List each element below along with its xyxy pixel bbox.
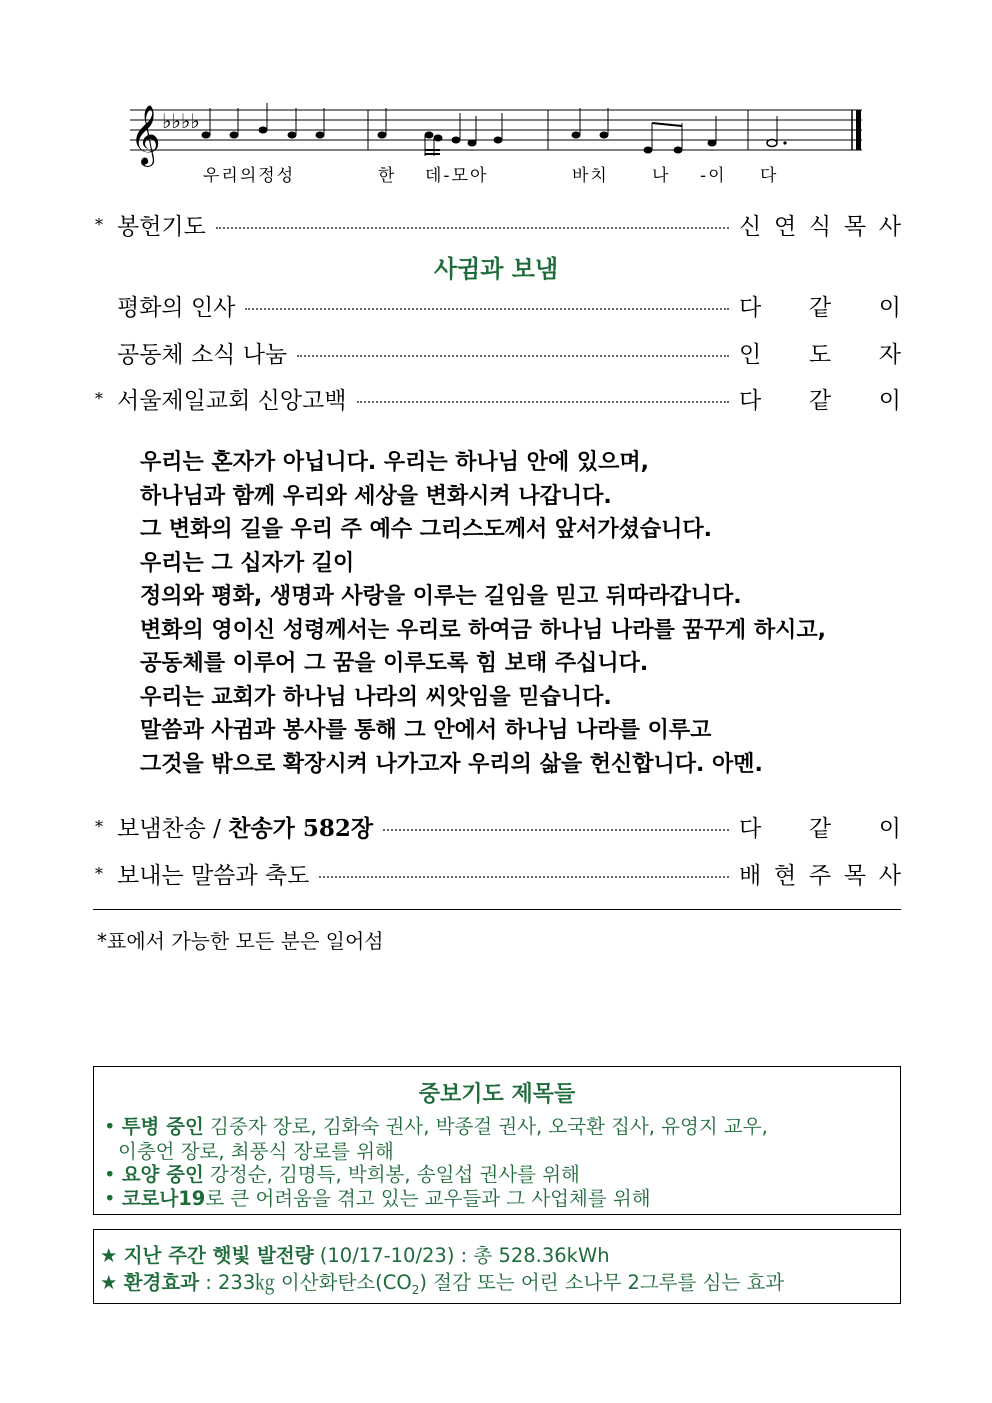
creed-line: 공동체를 이루어 그 꿈을 이루도록 힘 보태 주십니다. [140,651,649,676]
leader-dots [297,355,729,357]
standing-marker: * [95,214,103,234]
leader-char: 같 [808,815,832,842]
solar-power-box [93,1229,901,1304]
order-row-community-news [95,335,901,369]
svg-text:𝄞: 𝄞 [130,105,161,165]
creed-line: 우리는 그 십자가 길이 [140,550,355,576]
leader-char: 같 [808,387,832,414]
lyric-syllable: 다 [760,166,779,186]
order-item-leader [739,810,901,843]
svg-text:♭♭♭♭: ♭♭♭♭ [162,109,200,133]
creed-line: 그 변화의 길을 우리 주 예수 그리스도께서 앞서가셨습니다. [140,517,713,542]
leader-char: 목 [843,213,867,240]
solar-generation-line [100,1240,610,1268]
leader-dots [319,876,729,878]
order-item-label: 서울제일교회 신앙고백 [117,387,347,414]
order-item-label: 평화의 인사 [117,294,236,321]
prayer-item [104,1111,768,1139]
bullet: • [104,1115,116,1138]
star-icon: ★ [100,1244,118,1267]
bullet: • [104,1187,116,1210]
prayer-item-head: 코로나19 [121,1187,206,1210]
order-item-leader [739,289,901,322]
leader-char: 인 [739,341,762,368]
solar-line-text: ) 절감 또는 어린 소나무 2그루를 심는 효과 [419,1271,785,1294]
creed-line: 말씀과 사귐과 봉사를 통해 그 안에서 하나님 나라를 이루고 [140,718,712,743]
prayer-item-text: 이충언 장로, 최풍식 장로를 위해 [118,1140,394,1163]
leader-dots [383,829,729,831]
divider [93,909,901,910]
section-title: 사귐과 보냄 [433,255,559,283]
leader-char: 다 [739,387,762,414]
intercessory-prayer-box [93,1066,901,1215]
solar-line-text: : 233㎏ 이산화탄소(CO [199,1271,412,1294]
creed-line: 하나님과 함께 우리와 세상을 변화시켜 나갑니다. [140,483,612,509]
subscript: 2 [411,1282,420,1297]
order-item-label: 공동체 소식 나눔 [117,341,288,368]
lyric-syllable: 나 [652,166,671,186]
prayer-item-text: 김중자 장로, 김화숙 권사, 박종걸 권사, 오국환 집사, 유영지 교우, [203,1115,768,1138]
order-row-peace-greeting [95,288,901,322]
creed-text [140,446,940,781]
standing-marker: * [95,388,103,408]
leader-char: 이 [878,387,901,414]
order-row-sending-hymn [95,809,901,843]
solar-line-head: 지난 주간 햇빛 발전량 [123,1244,314,1267]
order-item-leader [739,336,901,369]
prayer-box-title: 중보기도 제목들 [418,1082,576,1107]
prayer-item-text: 강정순, 김명득, 박희봉, 송일섭 권사를 위해 [203,1163,580,1186]
order-item-leader [739,857,901,890]
leader-char: 사 [878,213,901,240]
prayer-item-head: 투병 중인 [121,1115,204,1138]
leader-char: 다 [739,294,762,321]
lyric-syllable: 바치 [572,166,609,186]
lyric-syllable: 우리의정성 [203,166,296,186]
order-item-label: 봉헌기도 [117,213,206,240]
leader-char: 신 [739,213,762,240]
order-row-creed [95,381,901,415]
prayer-item [104,1183,651,1211]
creed-line: 정의와 평화, 생명과 사랑을 이루는 길임을 믿고 뒤따라갑니다. [140,584,742,609]
lyric-syllable: 한 [378,166,397,186]
leader-char: 이 [878,294,901,321]
creed-line: 우리는 혼자가 아닙니다. 우리는 하나님 안에 있으며, [140,450,649,475]
order-item-label [117,810,373,843]
solar-line-text: (10/17-10/23) : 총 528.36kWh [313,1244,610,1267]
creed-line: 변화의 영이신 성령께서는 우리로 하여금 하나님 나라를 꿈꾸게 하시고, [140,617,826,643]
leader-char: 배 [739,862,762,889]
standing-marker: * [95,863,103,883]
hymn-number: 찬송가 582장 [228,814,374,842]
environment-effect-line [100,1267,784,1297]
order-item-label-text: 보냄찬송 / [117,815,229,842]
order-item-leader [739,208,901,241]
leader-dots [245,308,729,310]
bullet: • [104,1163,116,1186]
order-row-benediction [95,856,901,890]
prayer-item-head: 요양 중인 [121,1163,204,1186]
leader-char: 주 [808,862,832,889]
lyric-syllable: -이 [700,166,727,186]
standing-marker: * [95,816,103,836]
leader-char: 이 [878,815,901,842]
leader-char: 같 [808,294,832,321]
creed-line: 우리는 교회가 하나님 나라의 씨앗임을 믿습니다. [140,684,612,710]
standing-footnote: *표에서 가능한 모든 분은 일어섬 [97,929,384,953]
leader-dots [357,401,730,403]
leader-char: 도 [808,341,832,368]
leader-dots [216,227,729,229]
leader-char: 식 [808,213,832,240]
creed-line: 그것을 밖으로 확장시켜 나가고자 우리의 삶을 헌신합니다. 아멘. [140,751,763,777]
leader-char: 사 [878,862,901,889]
leader-char: 연 [773,213,797,240]
leader-char: 목 [843,862,867,889]
lyric-syllable: 데-모아 [425,166,489,186]
order-item-label: 보내는 말씀과 축도 [117,862,310,889]
prayer-item-text: 로 큰 어려움을 겪고 있는 교우들과 그 사업체를 위해 [205,1187,651,1210]
order-row-offertory-prayer [95,207,901,241]
star-icon: ★ [100,1271,118,1294]
leader-char: 자 [878,341,901,368]
order-item-leader [739,382,901,415]
leader-char: 다 [739,815,762,842]
solar-line-head: 환경효과 [123,1271,200,1294]
leader-char: 현 [773,862,797,889]
